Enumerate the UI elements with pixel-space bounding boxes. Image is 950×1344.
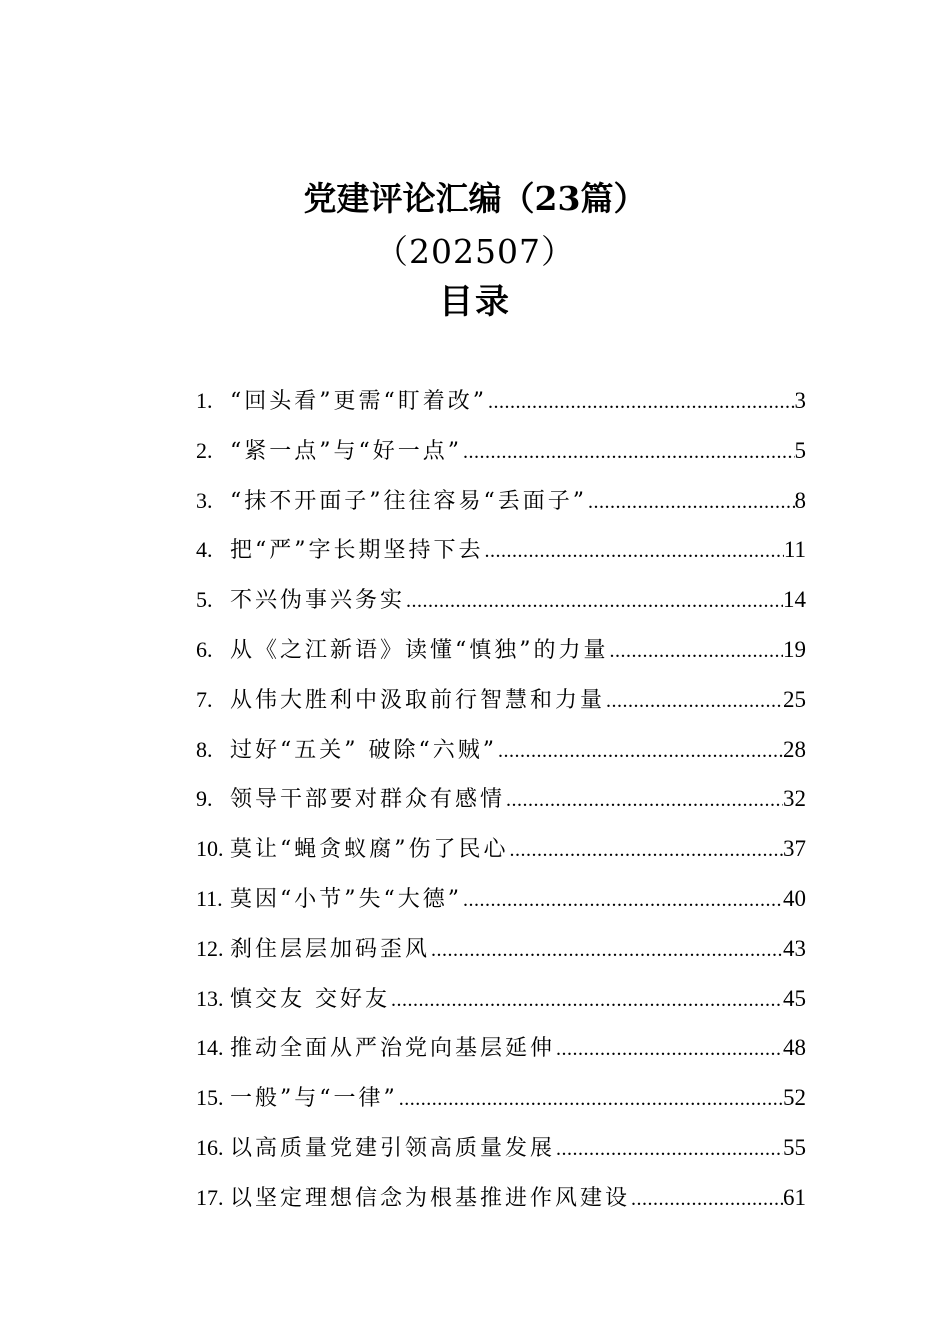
toc-leader-dots — [555, 1025, 783, 1075]
toc-leader-dots — [555, 1125, 783, 1175]
toc-entry-number: 8. — [196, 736, 213, 762]
toc-entry-number: 15. — [196, 1085, 224, 1111]
toc-entry-page: 3 — [794, 388, 806, 413]
toc-entry[interactable] — [196, 575, 806, 625]
toc-leader-dots — [405, 577, 783, 627]
toc-entry-title: 以高质量党建引领高质量发展 — [230, 1135, 556, 1161]
toc-entry[interactable] — [196, 1173, 806, 1223]
toc-entry-page: 43 — [783, 935, 806, 961]
toc-entry-number: 5. — [196, 587, 213, 613]
toc-entry-number: 6. — [196, 636, 213, 662]
toc-entry-number: 7. — [196, 686, 213, 712]
toc-entry-title: 以坚定理想信念为根基推进作风建设 — [230, 1185, 631, 1211]
toc-entry[interactable] — [196, 476, 806, 526]
toc-entry-title: 过好“五关” 破除“六贼” — [230, 737, 497, 763]
toc-leader-dots — [487, 378, 795, 428]
toc-entry-title: 从伟大胜利中汲取前行智慧和力量 — [230, 687, 606, 713]
toc-entry-page: 28 — [783, 736, 806, 762]
document-title: 党建评论汇编（23篇） — [303, 179, 647, 218]
toc-entry-page: 48 — [783, 1035, 806, 1061]
toc-entry-page: 45 — [783, 985, 806, 1011]
toc-entry-page: 25 — [783, 686, 806, 712]
toc-entry-number: 9. — [196, 786, 213, 812]
toc-leader-dots — [497, 727, 783, 777]
toc-entry-page: 40 — [783, 885, 806, 911]
toc-entry-page: 11 — [783, 537, 806, 563]
toc-entry-number: 12. — [196, 935, 224, 961]
toc-entry-page: 8 — [794, 487, 806, 513]
toc-entry-number: 14. — [196, 1035, 224, 1061]
toc-leader-dots — [509, 826, 784, 876]
toc-entry-title: “回头看”更需“盯着改” — [230, 389, 487, 414]
toc-leader-dots — [605, 677, 783, 727]
toc-entry-number: 10. — [196, 836, 224, 862]
toc-entry-title: 领导干部要对群众有感情 — [230, 787, 506, 813]
toc-entry-title: 从《之江新语》读懂“慎独”的力量 — [230, 637, 609, 663]
toc-entry-number: 1. — [196, 388, 213, 413]
toc-entry-page: 55 — [783, 1134, 806, 1160]
toc-leader-dots — [587, 478, 795, 528]
toc-entry-page: 14 — [783, 587, 806, 613]
toc-entry[interactable] — [196, 824, 806, 874]
toc-entry[interactable] — [196, 1023, 806, 1073]
toc-entry-number: 2. — [196, 437, 213, 463]
toc-leader-dots — [462, 428, 795, 478]
toc-leader-dots — [390, 976, 783, 1026]
toc-entry[interactable] — [196, 376, 806, 426]
toc-leader-dots — [630, 1175, 783, 1225]
toc-entry-number: 3. — [196, 487, 213, 513]
toc-entry-page: 19 — [783, 636, 806, 662]
toc-entry[interactable] — [196, 874, 806, 924]
toc-leader-dots — [462, 876, 783, 926]
toc-entry[interactable] — [196, 1123, 806, 1173]
toc-entry-title: 莫让“蝇贪蚁腐”伤了民心 — [230, 837, 509, 863]
toc-entry-page: 61 — [783, 1184, 806, 1210]
toc-entry-page: 32 — [783, 786, 806, 812]
toc-leader-dots — [505, 776, 783, 826]
toc-entry-title: “紧一点”与“好一点” — [230, 438, 462, 464]
toc-entry[interactable] — [196, 675, 806, 725]
toc-entry-number: 16. — [196, 1134, 224, 1160]
toc-entry-page: 52 — [783, 1085, 806, 1111]
toc-entry-page: 5 — [794, 437, 806, 463]
toc-entry[interactable] — [196, 525, 806, 575]
toc-entry-title: 一般”与“一律” — [230, 1086, 398, 1112]
toc-entry-number: 4. — [196, 537, 213, 563]
toc-heading: 目录 — [439, 282, 511, 322]
toc-entry[interactable] — [196, 774, 806, 824]
table-of-contents — [196, 376, 806, 1223]
document-header — [0, 170, 950, 328]
toc-entry[interactable] — [196, 625, 806, 675]
toc-entry-title: 不兴伪事兴务实 — [230, 588, 406, 614]
toc-entry-page: 37 — [783, 836, 806, 862]
toc-entry[interactable] — [196, 1073, 806, 1123]
toc-entry[interactable] — [196, 426, 806, 476]
toc-leader-dots — [609, 627, 784, 677]
toc-entry-title: 莫因“小节”失“大德” — [230, 886, 462, 912]
toc-leader-dots — [398, 1075, 783, 1125]
toc-entry[interactable] — [196, 974, 806, 1024]
toc-entry-title: 刹住层层加码歪风 — [230, 936, 431, 962]
toc-entry[interactable] — [196, 725, 806, 775]
toc-entry-number: 13. — [196, 985, 224, 1011]
toc-entry-title: 慎交友 交好友 — [230, 986, 390, 1012]
toc-leader-dots — [484, 527, 784, 577]
toc-entry-title: 把“严”字长期坚持下去 — [230, 538, 484, 564]
toc-entry-number: 17. — [196, 1184, 224, 1210]
toc-leader-dots — [430, 926, 783, 976]
toc-entry-number: 11. — [196, 885, 223, 911]
document-subtitle: （202507） — [375, 232, 575, 271]
toc-entry[interactable] — [196, 924, 806, 974]
toc-entry-title: “抹不开面子”往往容易“丢面子” — [230, 488, 587, 514]
toc-entry-title: 推动全面从严治党向基层延伸 — [230, 1036, 556, 1062]
